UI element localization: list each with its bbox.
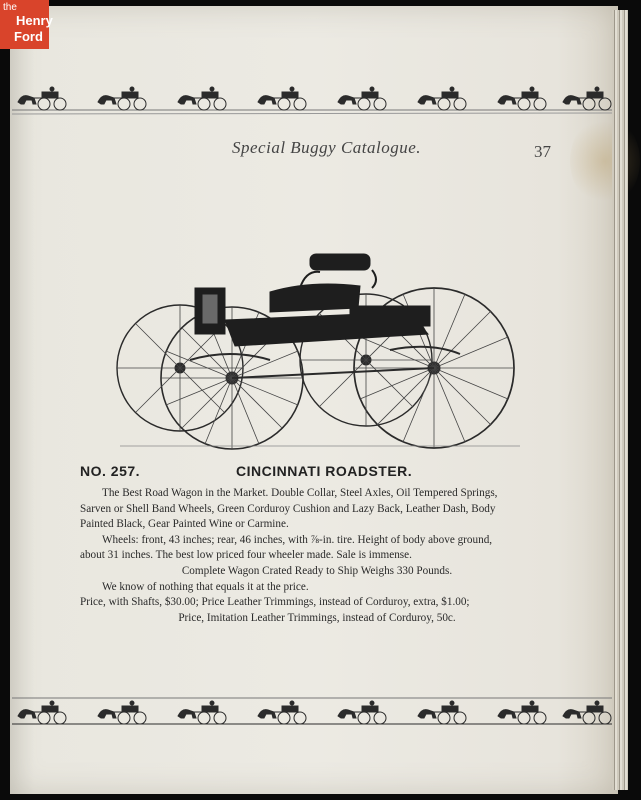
logo-line-1: the (3, 2, 17, 13)
price-line: Price, with Shafts, $30.00; Price Leather Trimmings, instead of Corduroy, extra, $1.00; (80, 596, 470, 609)
price-line: Price, Imitation Leather Trimmings, instead of Corduroy, 50c. (178, 611, 456, 624)
logo-line-3: Ford (14, 29, 43, 44)
description-line: Painted Black, Gear Painted Wine or Carmine. (80, 518, 289, 531)
description-line: The Best Road Wagon in the Market. Double Collar, Steel Axles, Oil Tempered Springs, (102, 487, 498, 499)
logo-line-2: Henry (16, 13, 53, 28)
price-note-line: We know of nothing that equals it at the price. (102, 580, 309, 593)
page-header-title: Special Buggy Catalogue. (232, 138, 422, 157)
page-number: 37 (534, 142, 551, 161)
henry-ford-logo (0, 0, 53, 49)
product-name: CINCINNATI ROADSTER. (236, 463, 413, 479)
page-edge (612, 10, 628, 790)
description-line: Sarven or Shell Band Wheels, Green Corduroy Cushion and Lazy Back, Leather Dash, Body (80, 502, 496, 515)
shipping-weight-line: Complete Wagon Crated Ready to Ship Weighs 330 Pounds. (181, 564, 453, 577)
product-number: NO. 257. (80, 463, 141, 479)
paper-stain (570, 116, 640, 206)
wheels-spec-line: Wheels: front, 43 inches; rear, 46 inches, with ⅞-in. tire. Height of body above ground, (102, 533, 493, 546)
roadster-wagon-illustration (110, 250, 530, 460)
product-description (80, 486, 554, 626)
carriage-frieze-icon (12, 80, 612, 118)
wheels-spec-line: about 31 inches. The best low priced four wheeler made. Sale is immense. (80, 549, 412, 562)
carriage-frieze-icon (12, 692, 612, 730)
